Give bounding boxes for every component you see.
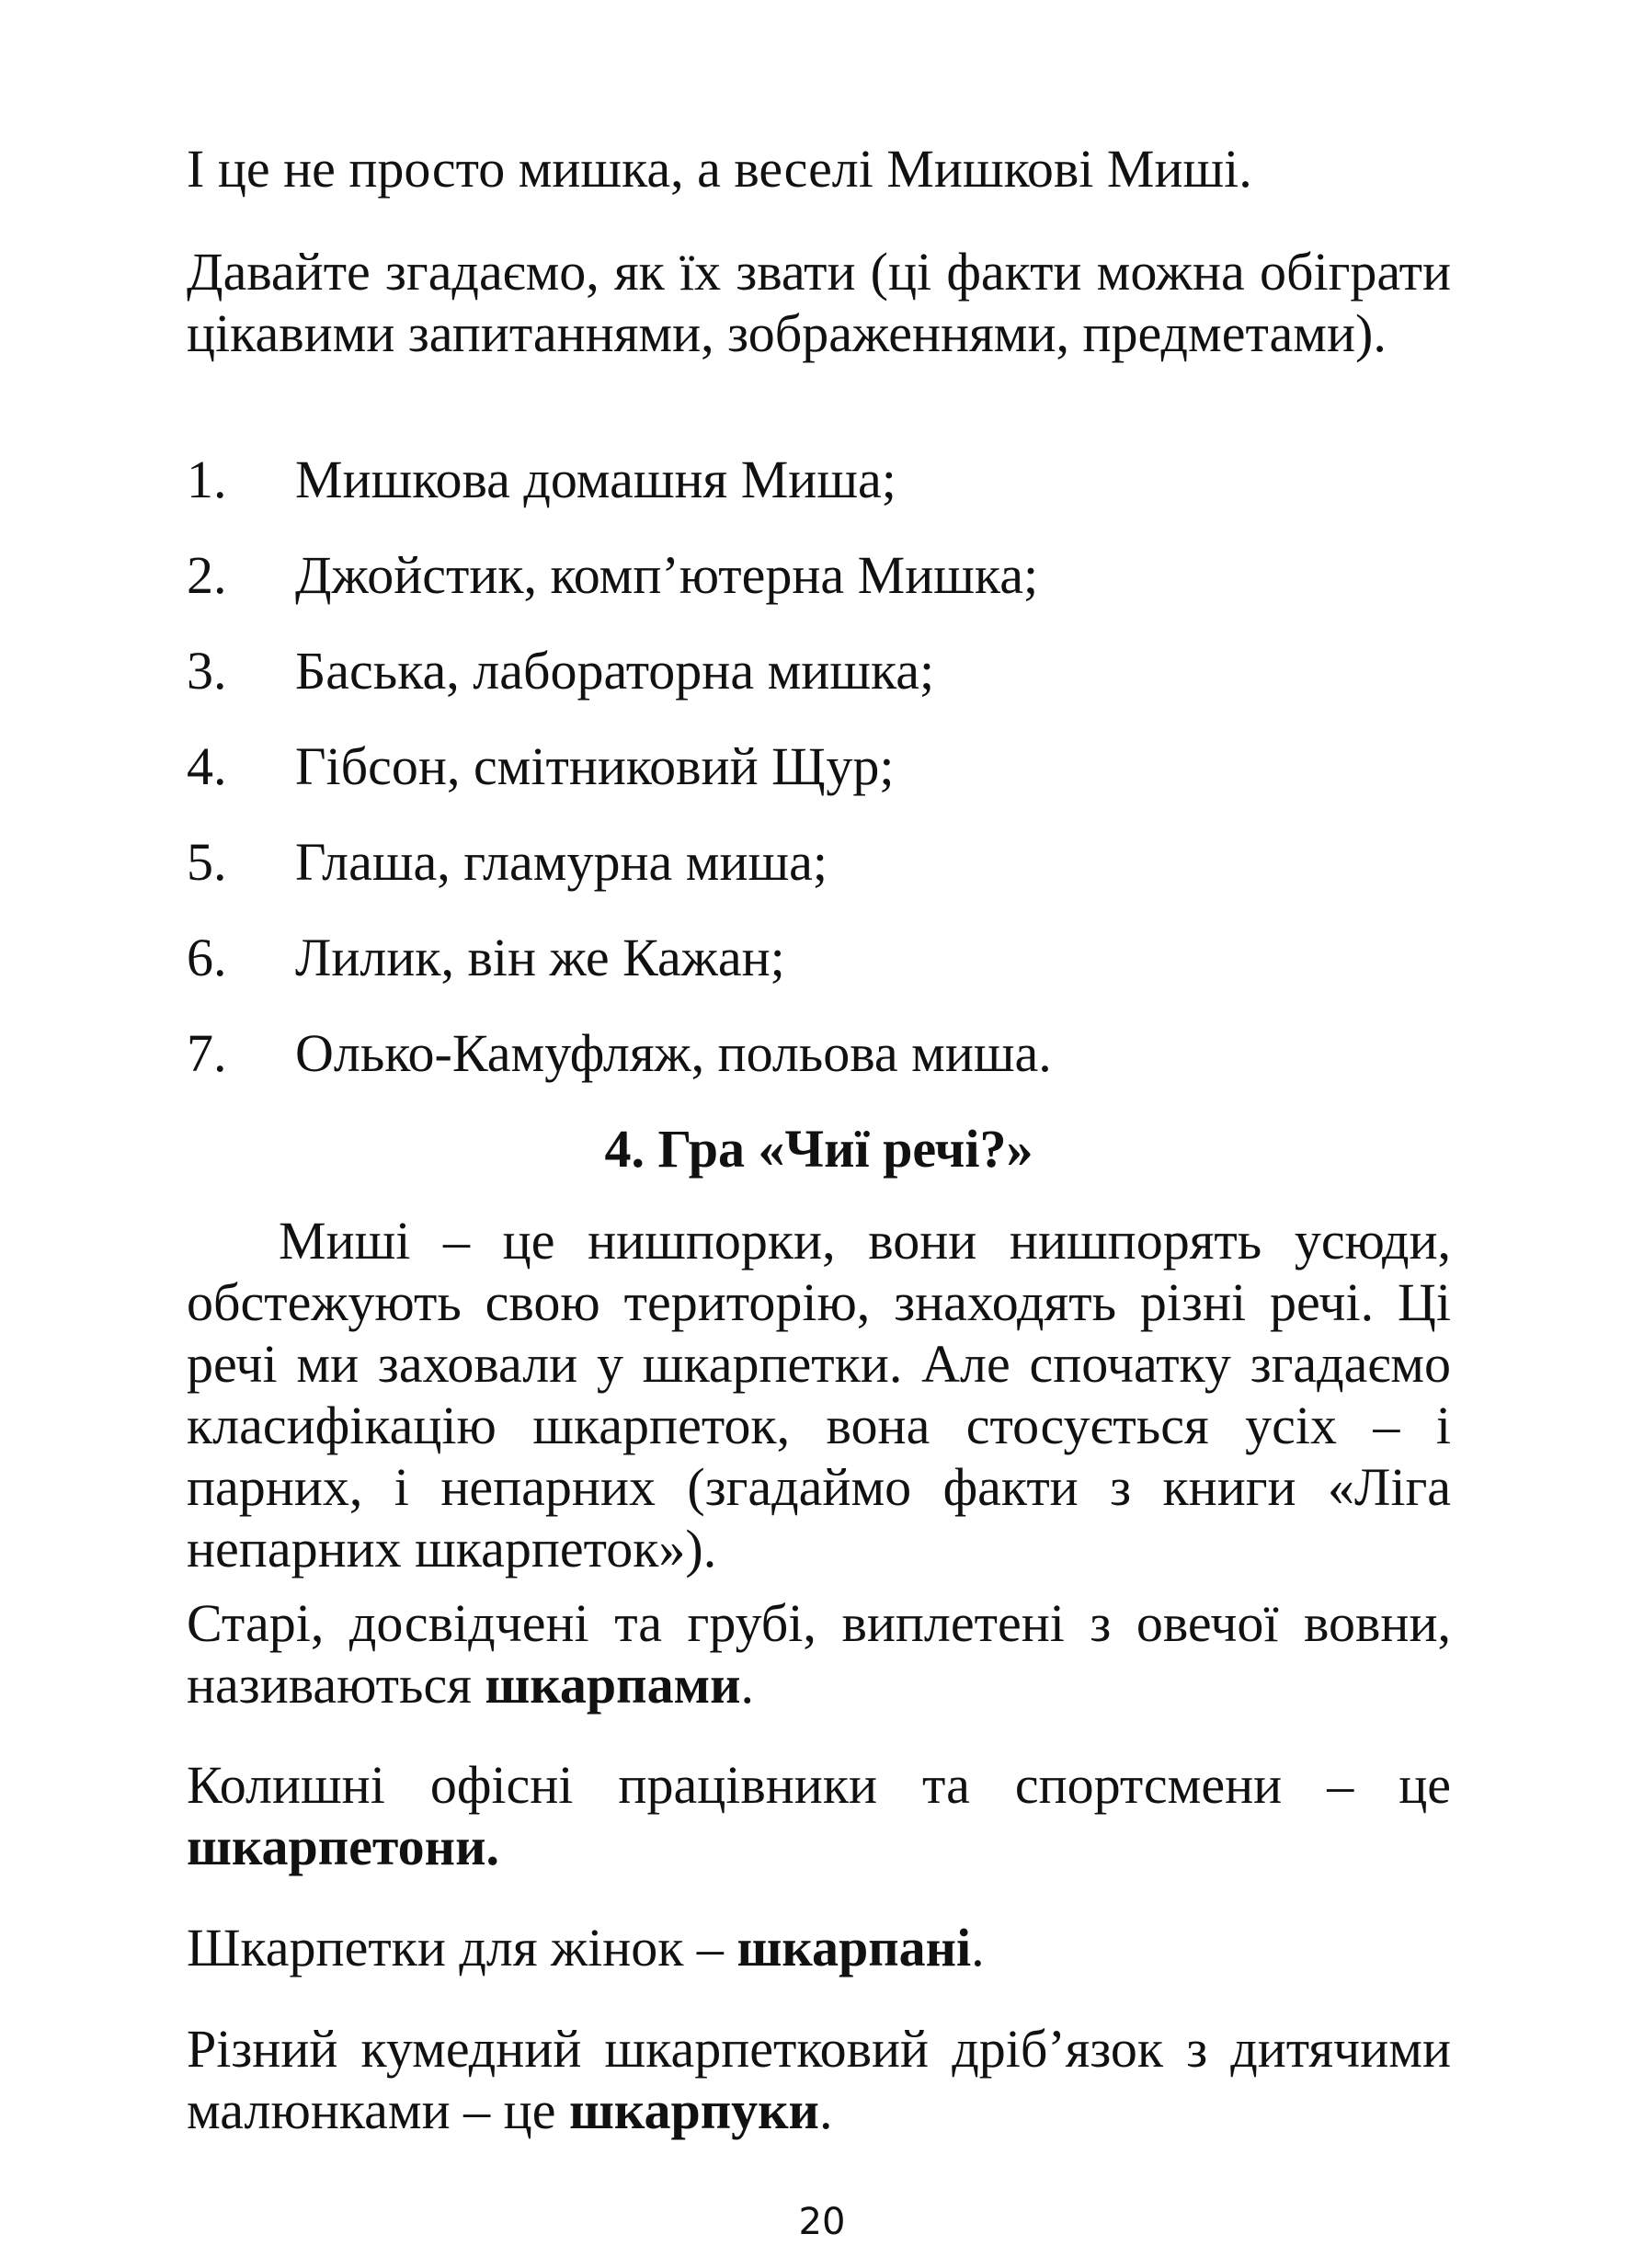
list-item	[187, 927, 1451, 988]
definition-paragraph	[187, 1754, 1451, 1877]
page-number: 20	[798, 2201, 846, 2243]
definition-text: Старі, досвідчені та грубі, виплетені з овечої вовни, називаються	[187, 1593, 1451, 1715]
list-number: 3.	[187, 641, 227, 701]
list-text: Мишкова домашня Миша;	[295, 450, 896, 509]
definition-text: Шкарпетки для жінок –	[187, 1918, 737, 1977]
definition-punct: .	[971, 1918, 985, 1977]
definition-paragraph	[187, 2018, 1451, 2141]
list-text: Лилик, він же Кажан;	[295, 928, 785, 987]
list-item	[187, 735, 1451, 797]
intro-paragraph: І це не просто мишка, а веселі Мишкові Миші.	[187, 139, 1252, 199]
list-text: Олько-Камуфляж, польова миша.	[295, 1023, 1052, 1083]
list-item	[187, 449, 1451, 510]
definition-paragraph	[187, 1592, 1451, 1715]
definition-text: Різний кумедний шкарпетковий дріб’язок з дитячими малюнками – це	[187, 2019, 1451, 2140]
definition-term: шкарпами	[485, 1655, 741, 1715]
definition-paragraph	[187, 1917, 1451, 1978]
list-number: 6.	[187, 928, 227, 987]
definition-punct: .	[740, 1655, 754, 1715]
list-number: 4.	[187, 736, 227, 796]
definition-punct: .	[818, 2080, 833, 2140]
definition-term: шкарпетони.	[187, 1817, 499, 1876]
list-item	[187, 544, 1451, 606]
list-number: 2.	[187, 545, 227, 605]
recall-paragraph: Давайте згадаємо, як їх звати (ці факти можна обіграти цікавими запитаннями, зображеннями, предметами).	[187, 242, 1451, 363]
definition-term: шкарпані	[736, 1918, 972, 1977]
definition-term: шкарпуки	[568, 2080, 819, 2140]
list-item	[187, 640, 1451, 701]
list-number: 1.	[187, 450, 227, 509]
list-text: Глаша, гламурна миша;	[295, 832, 828, 892]
definition-text: Колишні офісні працівники та спортсмени – це	[187, 1755, 1451, 1815]
list-text: Баська, лабораторна мишка;	[295, 641, 935, 701]
section-heading: 4. Гра «Чиї речі?»	[604, 1119, 1033, 1179]
list-text: Гібсон, смітниковий Щур;	[295, 736, 895, 796]
list-item	[187, 831, 1451, 893]
list-number: 5.	[187, 832, 227, 892]
list-number: 7.	[187, 1023, 227, 1083]
body-paragraph: Миші – це нишпорки, вони нишпорять усюди, обстежують свою територію, знаходять різні речі. Ці речі ми заховали у шкарпетки. Але спочатку згадаємо класифікацію шкарпеток, вона стосується усіх – і парних, і непарних (згадаймо факти з книги «Ліга непарних шкарпеток»).	[187, 1211, 1451, 1578]
list-text: Джойстик, комп’ютерна Мишка;	[295, 545, 1039, 605]
list-item	[187, 1022, 1451, 1084]
